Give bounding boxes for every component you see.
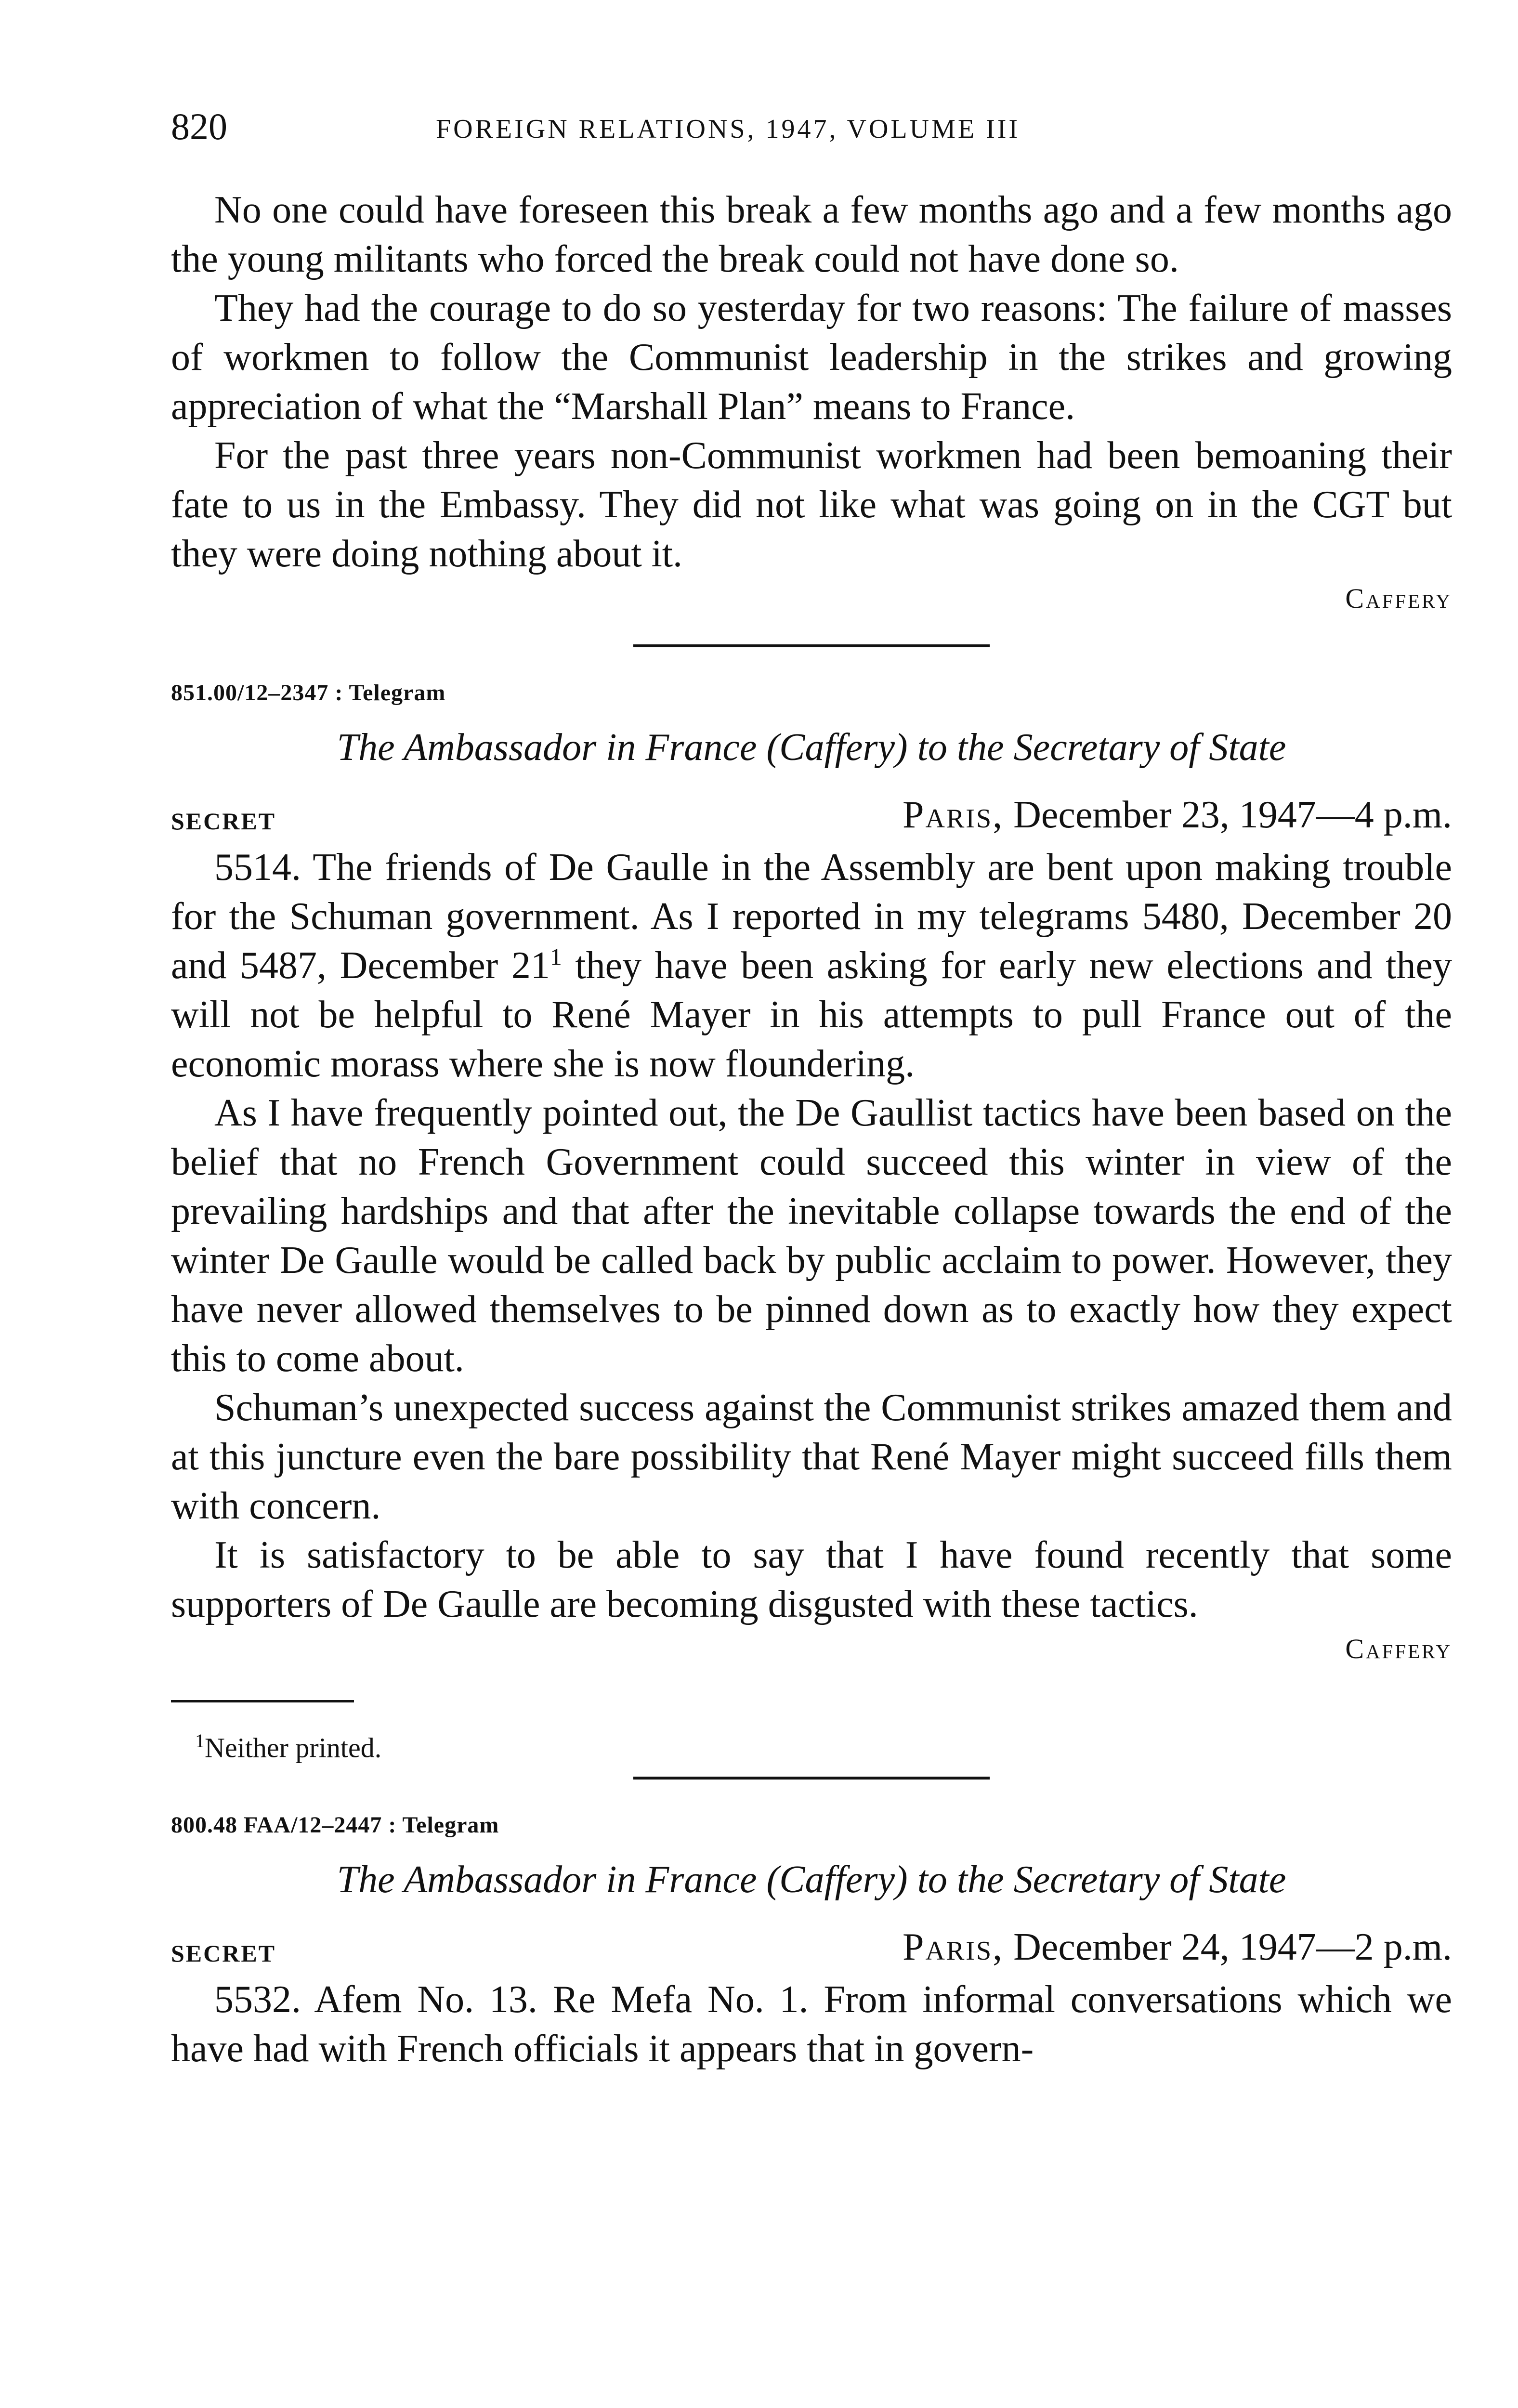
- document-title: The Ambassador in France (Caffery) to the Secretary of State: [337, 1858, 1286, 1901]
- section-divider: [633, 644, 990, 647]
- page-body: [171, 185, 1452, 2073]
- footnote: [195, 1722, 1452, 1767]
- file-reference: 851.00/12–2347 : Telegram: [171, 680, 446, 706]
- page-header: [171, 105, 1452, 148]
- footnote-mark: 1: [195, 1730, 205, 1752]
- paragraph: It is satisfactory to be able to say that I have found recently that some supporters of De Gaulle are becoming disgusted with these tactics.: [171, 1534, 1452, 1625]
- paragraph: As I have frequently pointed out, the De Gaullist tactics have been based on the belief that no French Government could succeed this winter in view of the prevailing hardships and that after the inevitable collapse towards the end of the winter De Gaulle would be called back by public acclaim to power. However, they have never allowed themselves to be pinned down as to exactly how they expect this to come about.: [171, 1092, 1452, 1380]
- classification-label: SECRET: [171, 1940, 276, 1967]
- paragraph: For the past three years non-Communist workmen had been bemoaning their fate to us in the Embassy. They did not like what was going on in the CGT but they were doing nothing about it.: [171, 434, 1452, 575]
- footnote-divider: [171, 1700, 354, 1702]
- signature: Caffery: [1345, 583, 1452, 614]
- paragraph: No one could have foreseen this break a few months ago and a few months ago the young militants who forced the break could not have done so.: [171, 189, 1452, 280]
- paragraph: 5532. Afem No. 13. Re Mefa No. 1. From informal conversations which we have had with French officials it appears that in govern-: [171, 1978, 1452, 2070]
- dateline-place: Paris,: [903, 794, 1004, 836]
- dateline: [903, 791, 1452, 839]
- paragraph-text: they have been asking for early new elections and they will not be helpful to René Mayer in his attempts to pull France out of the economic morass where she is now floundering.: [171, 944, 1453, 1085]
- section-divider: [633, 1777, 990, 1780]
- footnote-text: Neither printed.: [205, 1732, 382, 1764]
- running-head: FOREIGN RELATIONS, 1947, VOLUME III: [436, 114, 1021, 144]
- page-number: 820: [171, 105, 227, 147]
- paragraph-text: 5514. The friends of De Gaulle in the Assembly are bent upon making trouble for the Schuman government. As I reported in my telegrams 5480, December 20 and 5487, December 21: [171, 846, 1452, 987]
- footnote-reference: 1: [550, 943, 562, 970]
- signature: Caffery: [1345, 1633, 1452, 1664]
- paragraph: They had the courage to do so yesterday for two reasons: The failure of masses of workmen to follow the Communist leadership in the strikes and growing appreciation of what the “Marshall Plan” means to France.: [171, 287, 1452, 428]
- paragraph: Schuman’s unexpected success against the Communist strikes amazed them and at this juncture even the bare possibility that René Mayer might succeed fills them with concern.: [171, 1387, 1452, 1527]
- dateline-date: December 24, 1947—2 p.m.: [1013, 1926, 1452, 1969]
- paragraph: [171, 843, 1452, 1088]
- dateline-date: December 23, 1947—4 p.m.: [1013, 794, 1452, 836]
- document-title: The Ambassador in France (Caffery) to the Secretary of State: [337, 726, 1286, 769]
- dateline-place: Paris,: [903, 1926, 1004, 1969]
- classification-dateline: [171, 1923, 1452, 1971]
- file-reference: 800.48 FAA/12–2447 : Telegram: [171, 1812, 499, 1838]
- classification-label: SECRET: [171, 808, 276, 835]
- dateline: [903, 1923, 1452, 1971]
- classification-dateline: [171, 791, 1452, 839]
